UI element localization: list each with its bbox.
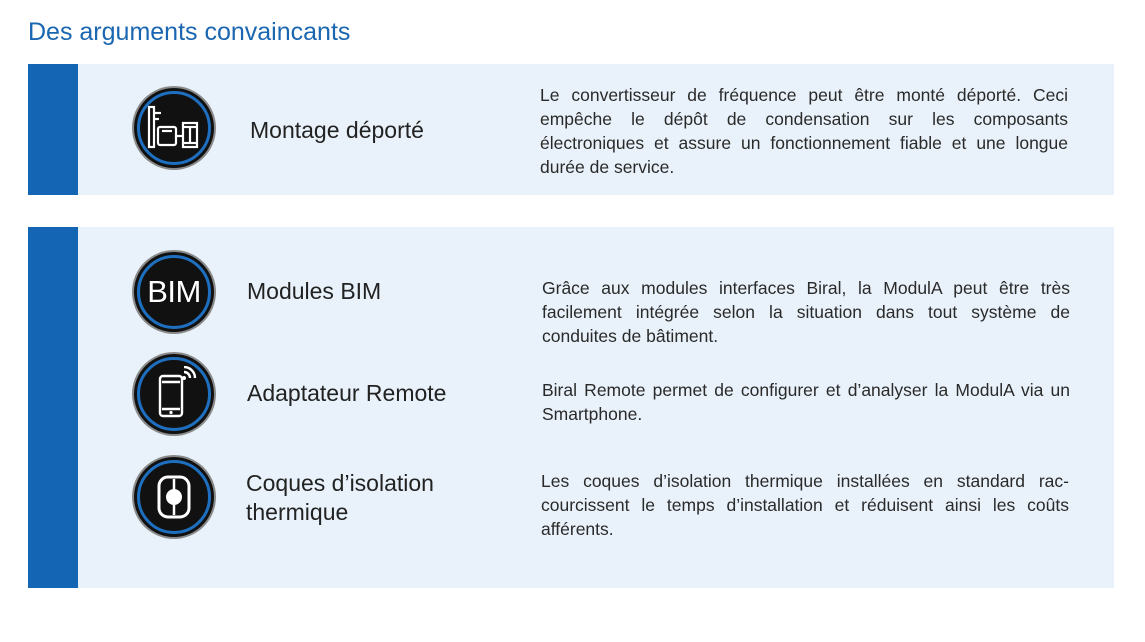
accent-stripe [28,227,78,588]
feature-panel-remote-mount [28,64,1114,195]
feature-description: Grâce aux modules interfaces Biral, la ModulA peut être très facilement intégrée selon la situation dans tout système de conduites de bâtiment. [542,278,1070,346]
feature-title [246,469,434,527]
feature-title-line: Coques d’isolation [246,470,434,496]
feature-description: Le convertisseur de fréquence peut être monté déporté. Ceci empêche le dépôt de condensation sur les composants électroniques et assure un fonctionnement fiable et une longue durée de service. [540,85,1068,177]
remote-mount-icon [134,88,214,168]
bim-icon-label: BIM [147,274,201,309]
feature-description-line: afférents. [541,519,614,539]
feature-panel-options [28,227,1114,588]
bim-icon [134,252,214,332]
feature-description-line: courcissent le temps d’installation et réduisent ainsi les coûts [541,495,1069,515]
feature-description [541,469,1069,541]
page-title: Des arguments convaincants [28,18,351,46]
smartphone-icon [134,354,214,434]
feature-title: Adaptateur Remote [247,380,447,406]
insulation-shell-icon [134,457,214,537]
feature-title-line: thermique [246,499,349,525]
feature-description-line: Les coques d’isolation thermique installées en standard rac- [541,471,1069,491]
feature-description: Biral Remote permet de configurer et d’analyser la ModulA via un Smartphone. [542,380,1070,424]
accent-stripe [28,64,78,195]
feature-title: Montage déporté [250,117,424,143]
feature-title: Modules BIM [247,278,382,304]
